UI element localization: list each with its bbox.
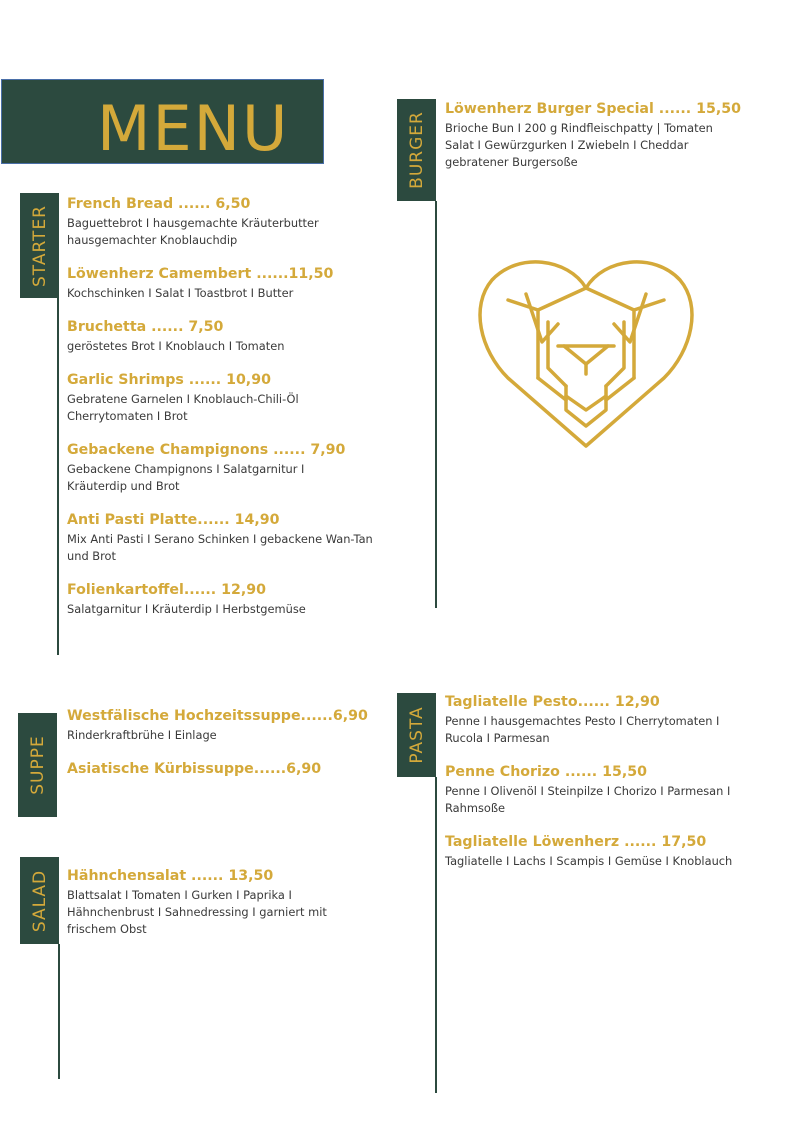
item-name: Bruchetta ...... 7,50	[67, 319, 224, 335]
item-description: Tagliatelle I Lachs I Scampis I Gemüse I Knoblauch	[445, 854, 733, 868]
menu-item	[67, 707, 387, 744]
item-description: Salatgarnitur I Kräuterdip I Herbstgemüse	[67, 602, 306, 616]
item-name: Gebackene Champignons ...... 7,90	[67, 442, 346, 458]
menu-item	[67, 867, 387, 938]
menu-title-box	[1, 79, 324, 164]
menu-item	[445, 100, 765, 171]
menu-item	[67, 371, 387, 425]
item-description: Gebackene Champignons I Salatgarnitur I Kräuterdip und Brot	[67, 462, 305, 493]
item-description: Penne I Olivenöl I Steinpilze I Chorizo I Parmesan I Rahmsoße	[445, 784, 731, 815]
item-description: Mix Anti Pasti I Serano Schinken I gebackene Wan-Tan und Brot	[67, 532, 373, 563]
tab-suppe	[18, 713, 57, 817]
pasta-divider-line	[435, 777, 437, 1093]
item-name: Anti Pasti Platte...... 14,90	[67, 512, 280, 528]
tab-salad	[20, 857, 59, 944]
item-description: Baguettebrot I hausgemachte Kräuterbutter hausgemachter Knoblauchdip	[67, 216, 319, 247]
menu-item	[67, 581, 387, 618]
item-description: Brioche Bun I 200 g Rindfleischpatty | Tomaten Salat I Gewürzgurken I Zwiebeln I Cheddar gebratener Burgersoße	[445, 121, 713, 169]
salad-divider-line	[58, 944, 60, 1079]
item-description: geröstetes Brot I Knoblauch I Tomaten	[67, 339, 285, 353]
menu-item	[67, 195, 387, 249]
item-name: French Bread ...... 6,50	[67, 196, 251, 212]
item-name: Penne Chorizo ...... 15,50	[445, 764, 647, 780]
starter-divider-line	[57, 298, 59, 655]
item-name: Löwenherz Camembert ......11,50	[67, 266, 334, 282]
item-description: Gebratene Garnelen I Knoblauch-Chili-Öl Cherrytomaten I Brot	[67, 392, 299, 423]
item-name: Tagliatelle Pesto...... 12,90	[445, 694, 660, 710]
menu-item	[67, 265, 387, 302]
page-title: MENU	[97, 92, 290, 165]
burger-divider-line	[435, 201, 437, 608]
item-description: Blattsalat I Tomaten I Gurken I Paprika I Hähnchenbrust I Sahnedressing I garniert mit frischem Obst	[67, 888, 327, 936]
item-description: Kochschinken I Salat I Toastbrot I Butter	[67, 286, 294, 300]
item-name: Hähnchensalat ...... 13,50	[67, 868, 274, 884]
section-label-burger: BURGER	[406, 111, 427, 189]
tab-pasta	[397, 693, 436, 777]
section-label-starter: STARTER	[29, 204, 50, 287]
menu-item	[67, 760, 387, 778]
item-name: Löwenherz Burger Special ...... 15,50	[445, 101, 741, 117]
lion-heart-icon	[478, 250, 694, 450]
menu-item	[67, 318, 387, 355]
section-label-pasta: PASTA	[406, 706, 427, 764]
item-name: Tagliatelle Löwenherz ...... 17,50	[445, 834, 707, 850]
menu-item	[67, 511, 387, 565]
tab-burger	[397, 99, 436, 201]
item-description: Rinderkraftbrühe I Einlage	[67, 728, 217, 742]
item-name: Westfälische Hochzeitssuppe......6,90	[67, 708, 368, 724]
menu-item	[445, 833, 775, 870]
section-label-suppe: SUPPE	[27, 735, 48, 795]
item-description: Penne I hausgemachtes Pesto I Cherrytomaten I Rucola I Parmesan	[445, 714, 720, 745]
item-name: Asiatische Kürbissuppe......6,90	[67, 761, 322, 777]
item-name: Garlic Shrimps ...... 10,90	[67, 372, 271, 388]
menu-item	[445, 693, 765, 747]
tab-starter	[20, 193, 59, 298]
section-label-salad: SALAD	[29, 869, 50, 932]
menu-item	[67, 441, 387, 495]
item-name: Folienkartoffel...... 12,90	[67, 582, 266, 598]
menu-item	[445, 763, 765, 817]
